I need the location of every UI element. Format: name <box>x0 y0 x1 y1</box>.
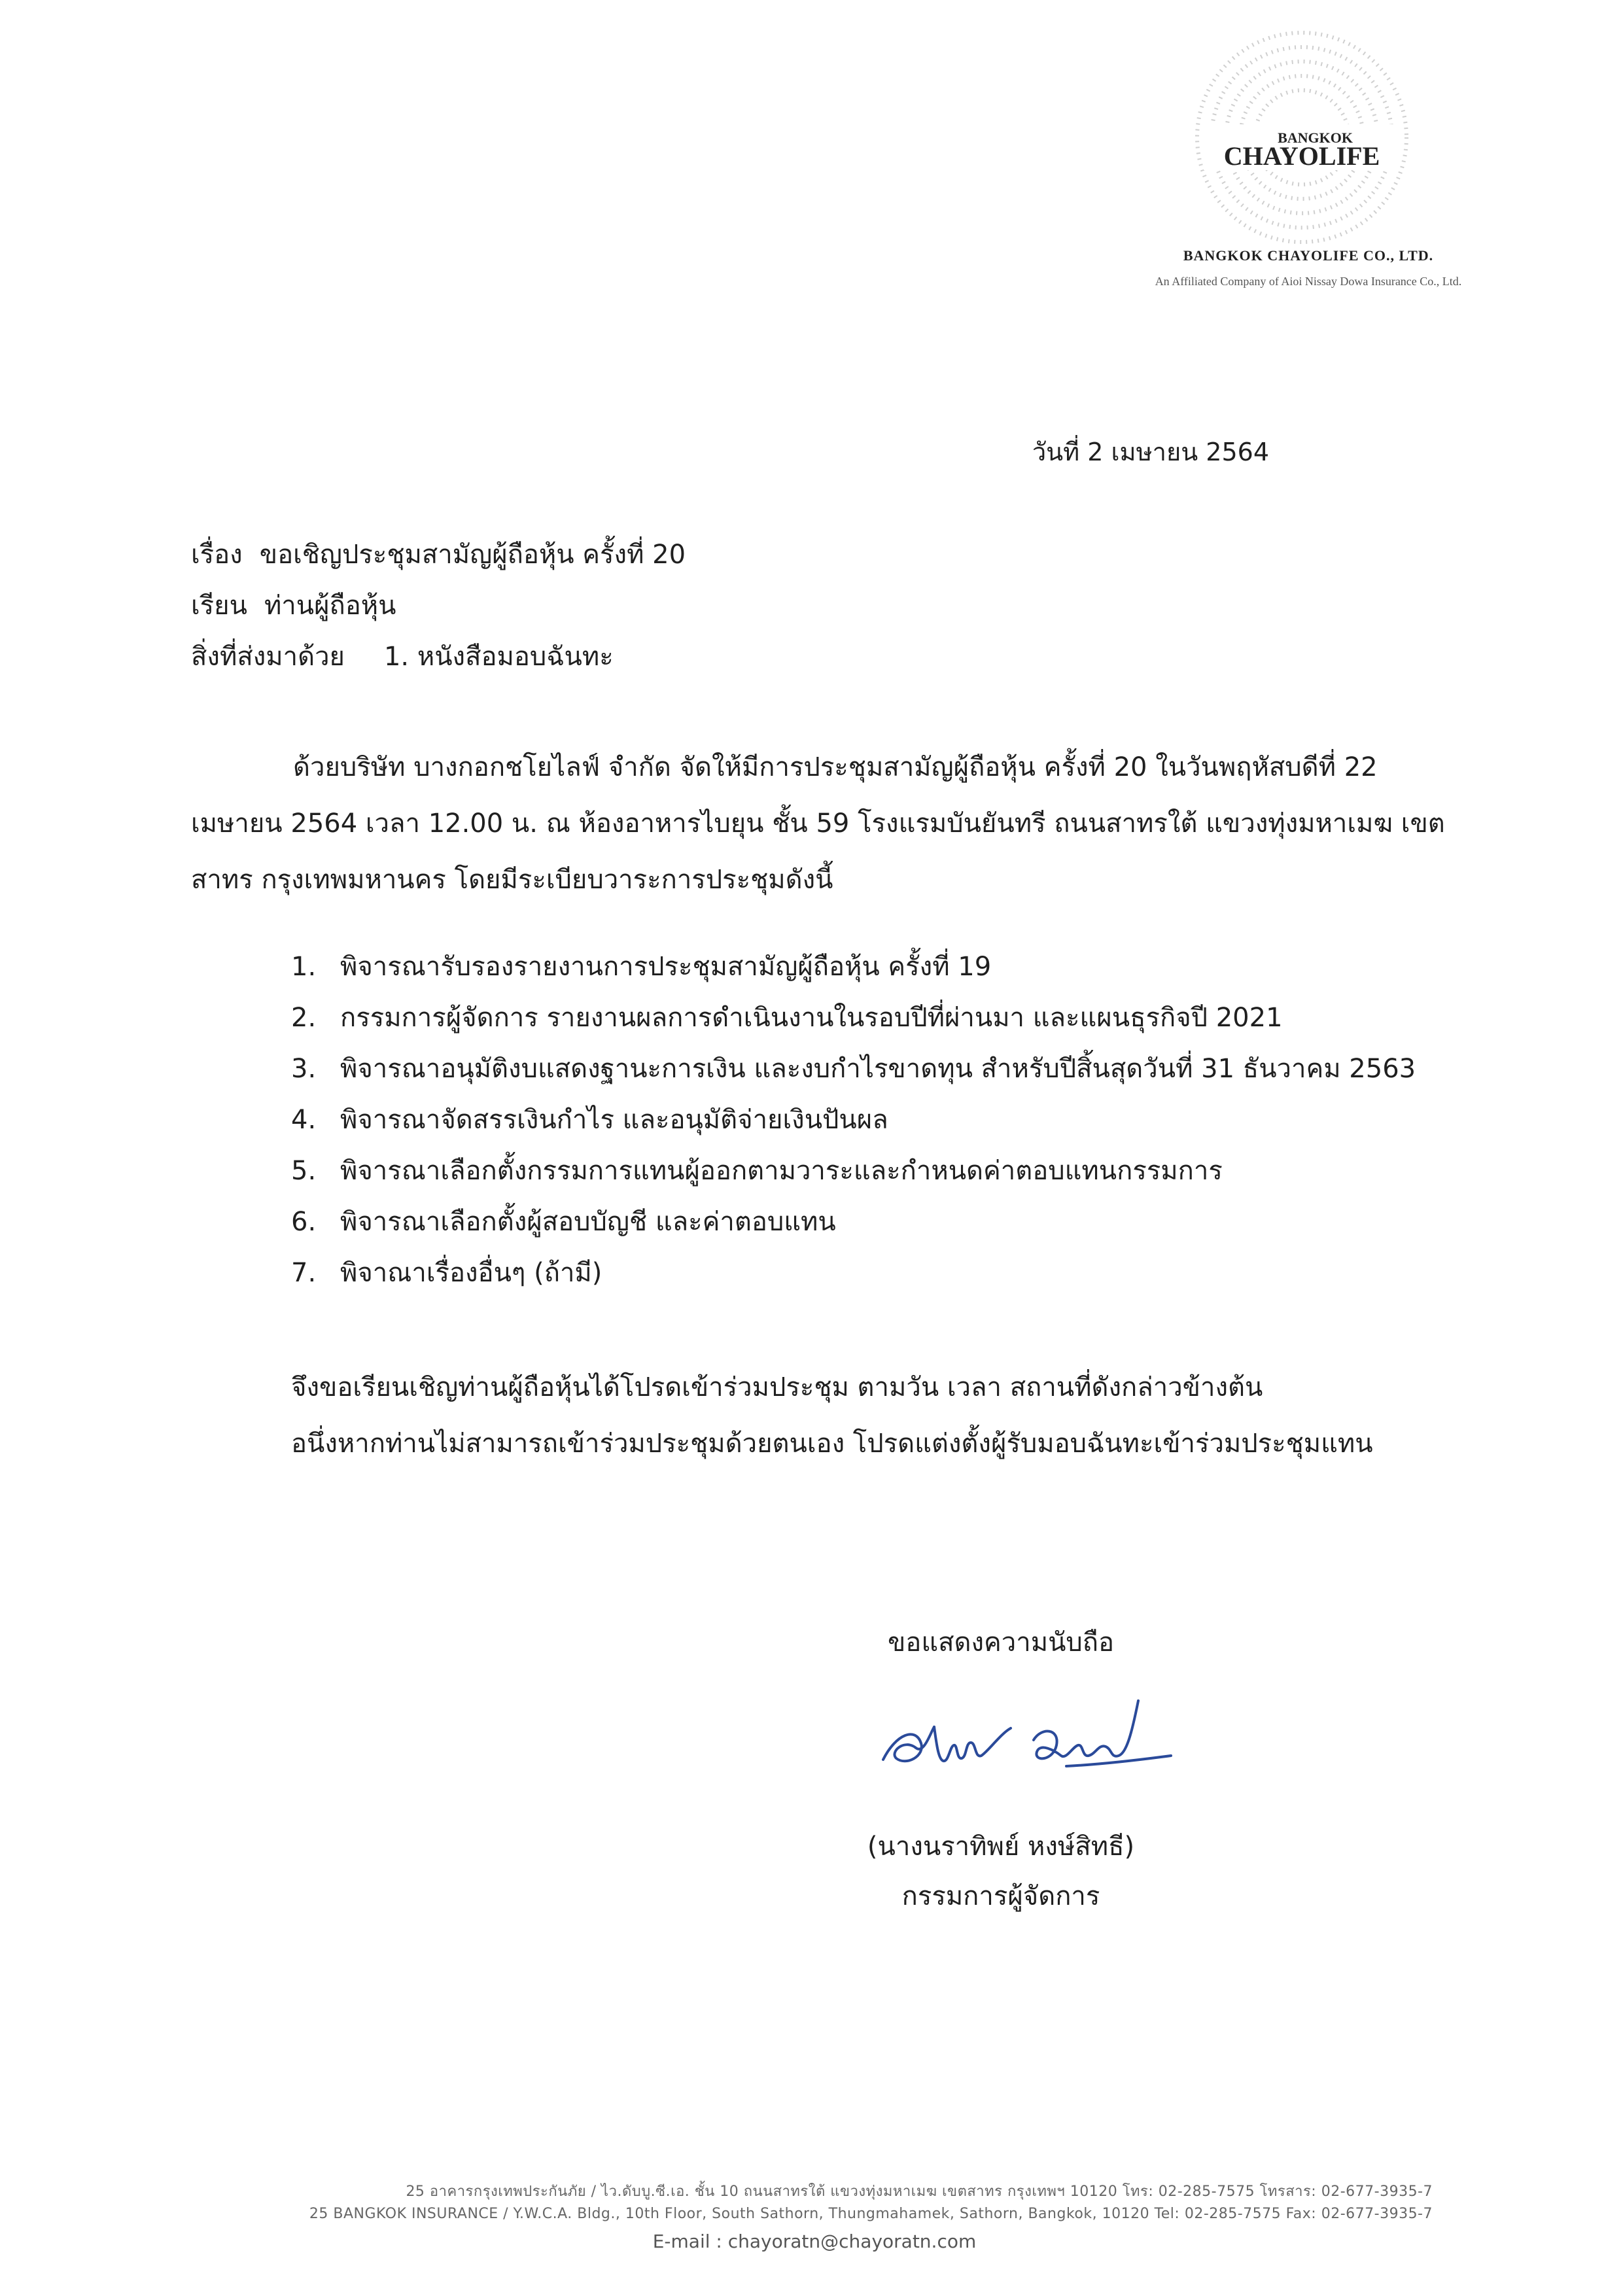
body-paragraph <box>191 739 1473 908</box>
logo-top-text: BANGKOK <box>1278 130 1353 146</box>
agenda-number: 3. <box>291 1054 317 1084</box>
agenda-number: 2. <box>291 1003 317 1033</box>
agenda-number: 5. <box>291 1156 317 1186</box>
subject-label: เรื่อง <box>191 540 243 570</box>
signatory-name: (นางนราทิพย์ หงษ์สิทธี) <box>867 1832 1135 1862</box>
agenda-text: พิจารณาจัดสรรเงินกำไร และอนุมัติจ่ายเงินปันผล <box>340 1105 888 1135</box>
agenda-item <box>291 945 991 984</box>
closing-line-1: จึงขอเรียนเชิญท่านผู้ถือหุ้นได้โปรดเข้าร่วมประชุม ตามวัน เวลา สถานที่ดังกล่าวข้างต้น <box>291 1372 1263 1402</box>
agenda-number: 6. <box>291 1207 317 1237</box>
footer-email: E-mail : chayoratn@chayoratn.com <box>652 2231 977 2252</box>
agenda-text: กรรมการผู้จัดการ รายงานผลการดำเนินงานในรอบปีที่ผ่านมา และแผนธุรกิจปี 2021 <box>340 1003 1283 1033</box>
agenda-item <box>291 1149 1223 1189</box>
company-affiliation: An Affiliated Company of Aioi Nissay Dowa Insurance Co., Ltd. <box>1155 275 1462 288</box>
agenda-item <box>291 1047 1416 1087</box>
footer-address-thai: 25 อาคารกรุงเทพประกันภัย / ไว.ดับบู.ซี.เอ. ชั้น 10 ถนนสาทรใต้ แขวงทุ่งมหาเมฆ เขตสาทร กรุงเทพฯ 10120 โทร: 02-285-7575 โทรสาร: 02-677-3935-7 <box>406 2183 1433 2200</box>
body-line-1: ด้วยบริษัท บางกอกชโยไลฟ์ จำกัด จัดให้มีการประชุมสามัญผู้ถือหุ้น ครั้งที่ 20 ในวันพฤหัสบดีที่ 22 <box>293 752 1378 782</box>
logo-main-text: CHAYOLIFE <box>1223 141 1380 171</box>
signatory-title: กรรมการผู้จัดการ <box>901 1881 1100 1911</box>
agenda-text: พิจาณาเรื่องอื่นๆ (ถ้ามี) <box>340 1258 602 1288</box>
agenda-text: พิจารณารับรองรายงานการประชุมสามัญผู้ถือหุ้น ครั้งที่ 19 <box>340 952 992 982</box>
body-line-3: สาทร กรุงเทพมหานคร โดยมีระเบียบวาระการประชุมดังนี้ <box>191 865 833 895</box>
agenda-text: พิจารณาเลือกตั้งกรรมการแทนผู้ออกตามวาระและกำหนดค่าตอบแทนกรรมการ <box>340 1156 1223 1186</box>
agenda-item <box>291 996 1283 1035</box>
subject-line <box>191 542 686 568</box>
recipient-line <box>191 593 396 619</box>
footer-address-english: 25 BANGKOK INSURANCE / Y.W.C.A. Bldg., 10th Floor, South Sathorn, Thungmahamek, Sathorn, Bangkok, 10120 Tel: 02-285-7575 Fax: 02-677-3935-7 <box>309 2206 1433 2222</box>
company-name: BANGKOK CHAYOLIFE CO., LTD. <box>1183 247 1434 264</box>
regards-text: ขอแสดงความนับถือ <box>887 1627 1115 1658</box>
agenda-number: 1. <box>291 952 317 982</box>
agenda-number: 7. <box>291 1258 317 1288</box>
agenda-text: พิจารณาอนุมัติงบแสดงฐานะการเงิน และงบกำไรขาดทุน สำหรับปีสิ้นสุดวันที่ 31 ธันวาคม 2563 <box>340 1054 1416 1084</box>
closing-paragraph <box>291 1359 1469 1472</box>
enclosure-line <box>191 644 614 670</box>
company-logo <box>1191 26 1413 249</box>
agenda-item <box>291 1251 602 1291</box>
recipient-text: ท่านผู้ถือหุ้น <box>264 591 396 621</box>
agenda-number: 4. <box>291 1105 317 1135</box>
subject-text: ขอเชิญประชุมสามัญผู้ถือหุ้น ครั้งที่ 20 <box>259 540 686 570</box>
body-line-2: เมษายน 2564 เวลา 12.00 น. ณ ห้องอาหารไบยุน ชั้น 59 โรงแรมบันยันทรี ถนนสาทรใต้ แขวงทุ่งมหาเมฆ เขต <box>191 809 1445 839</box>
enclosure-label: สิ่งที่ส่งมาด้วย <box>191 642 345 672</box>
agenda-text: พิจารณาเลือกตั้งผู้สอบบัญชี และค่าตอบแทน <box>340 1207 836 1237</box>
letter-date: วันที่ 2 เมษายน 2564 <box>1032 438 1269 466</box>
closing-line-2: อนึ่งหากท่านไม่สามารถเข้าร่วมประชุมด้วยตนเอง โปรดแต่งตั้งผู้รับมอบฉันทะเข้าร่วมประชุมแทน <box>291 1429 1373 1459</box>
recipient-label: เรียน <box>191 591 247 621</box>
signature-image <box>870 1688 1197 1792</box>
agenda-item <box>291 1200 836 1240</box>
agenda-item <box>291 1098 888 1138</box>
enclosure-text: 1. หนังสือมอบฉันทะ <box>383 642 614 672</box>
